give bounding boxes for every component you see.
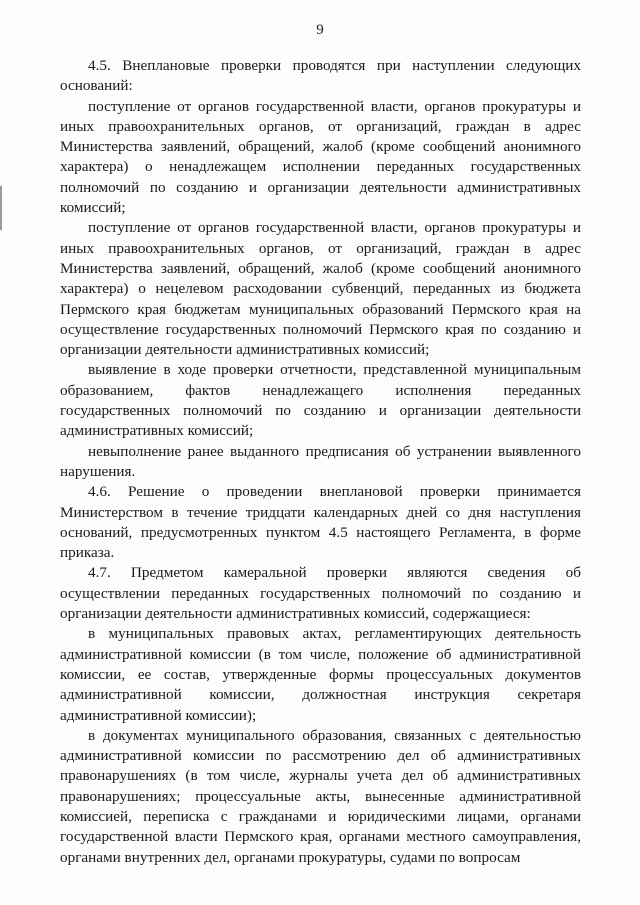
paragraph-ground-4: невыполнение ранее выданного предписания об устранении выявленного нарушения.: [60, 442, 581, 480]
paragraph-subject-1: в муниципальных правовых актах, регламентирующих деятельность административной комиссии (в том числе, положение об административной комиссии, ее состав, утвержденные формы процессуальных документов административной комиссии, должностная инструкция секретаря административной комиссии);: [60, 625, 581, 724]
paragraph-subject-2: в документах муниципального образования, связанных с деятельностью административной комиссии по рассмотрению дел об административных правонарушениях (в том числе, журналы учета дел об административных правонарушениях; процессуальные акты, вынесенные административной комиссией, переписка с гражданами и юридическими лицами, органами государственной власти Пермского края, органами местного самоуправления, органами внутренних дел, органами прокуратуры, судами по вопросам: [60, 726, 581, 866]
page-number: 9: [316, 22, 324, 38]
paragraph-4-6: 4.6. Решение о проведении внеплановой проверки принимается Министерством в течение тридцати календарных дней со дня наступления оснований, предусмотренных пунктом 4.5 настоящего Регламента, в форме приказа.: [60, 483, 581, 562]
paragraph-4-7: 4.7. Предметом камеральной проверки являются сведения об осуществлении переданных государственных полномочий по созданию и организации деятельности административных комиссий, содержащиеся:: [60, 564, 581, 623]
paragraph-ground-3: выявление в ходе проверки отчетности, представленной муниципальным образованием, фактов ненадлежащего исполнения переданных государственных полномочий по созданию и организации деятельности административных комиссий;: [60, 361, 581, 440]
paragraph-4-5: 4.5. Внеплановые проверки проводятся при наступлении следующих оснований:: [60, 57, 581, 95]
scan-edge-mark: [0, 186, 2, 230]
paragraph-ground-1: поступление от органов государственной власти, органов прокуратуры и иных правоохранительных органов, от организаций, граждан в адрес Министерства заявлений, обращений, жалоб (кроме сообщений анонимного характера) о ненадлежащем исполнении переданных государственных полномочий по созданию и организации деятельности административных комиссий;: [60, 97, 581, 217]
paragraph-ground-2: поступление от органов государственной власти, органов прокуратуры и иных правоохранительных органов, от организаций, граждан в адрес Министерства заявлений, обращений, жалоб (кроме сообщений анонимного характера) о нецелевом расходовании субвенций, переданных из бюджета Пермского края бюджетам муниципальных образований Пермского края на осуществление государственных полномочий Пермского края по созданию и организации деятельности административных комиссий;: [60, 219, 581, 359]
document-body: [60, 56, 581, 868]
